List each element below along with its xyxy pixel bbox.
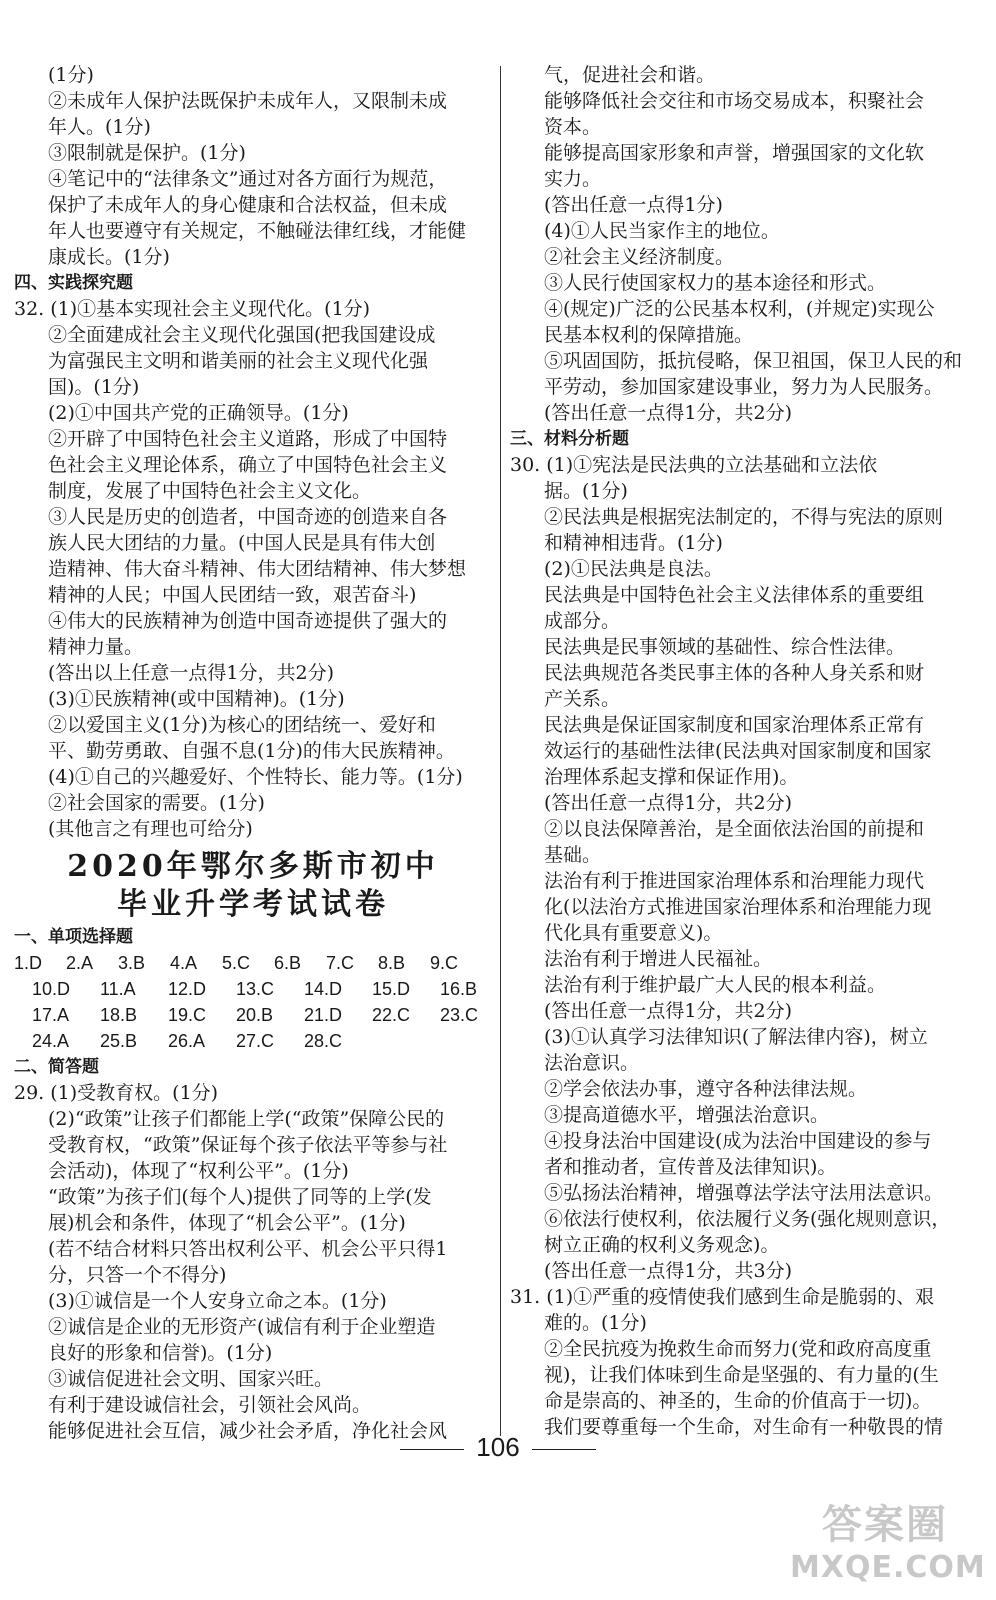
- answer-item: 18.B: [100, 1005, 138, 1025]
- text-line: 保护了未成年人的身心健康和合法权益，但未成: [48, 194, 448, 216]
- text-line: 我们要尊重每一个生命，对生命有一种敬畏的情: [544, 1416, 944, 1438]
- text-line: ②诚信是企业的无形资产(诚信有利于企业塑造: [48, 1316, 436, 1338]
- text-line: ②学会依法办事，遵守各种法律法规。: [544, 1078, 868, 1100]
- text-line: ④投身法治中国建设(成为法治中国建设的参与: [544, 1130, 932, 1152]
- text-line: 树立正确的权利义务观念)。: [544, 1234, 780, 1256]
- right-column: [510, 62, 982, 1440]
- text-line: ④(规定)广泛的公民基本权利，(并规定)实现公: [544, 298, 935, 320]
- text-line: 会活动)，体现了“权利公平”。(1分): [48, 1160, 349, 1182]
- answer-item: 12.D: [168, 979, 207, 999]
- text-line: ②民法典是根据宪法制定的，不得与宪法的原则: [544, 506, 944, 528]
- text-line: ④笔记中的“法律条文”通过对各方面行为规范，: [48, 168, 448, 190]
- text-line: 民法典是中国特色社会主义法律体系的重要组: [544, 584, 925, 606]
- text-line: (若不结合材料只答出权利公平、机会公平只得1: [48, 1238, 448, 1260]
- text-line: (答出任意一点得1分，共2分): [544, 792, 793, 814]
- text-line: ⑤弘扬法治精神，增强尊法学法守法用法意识。: [544, 1182, 944, 1204]
- watermark-text-top: 答案圈: [822, 1502, 948, 1548]
- text-line: (3)①民族精神(或中国精神)。(1分): [48, 688, 345, 710]
- answer-item: 9.C: [430, 953, 459, 973]
- answer-row: [14, 1002, 492, 1028]
- text-line: 族人民大团结的力量。(中国人民是具有伟大创: [48, 532, 436, 554]
- text-line: ②未成年人保护法既保护未成年人，又限制未成: [48, 90, 448, 112]
- text-line: 造精神、伟大奋斗精神、伟大团结精神、伟大梦想: [48, 558, 467, 580]
- column-divider: [500, 66, 501, 1436]
- answer-row: [14, 950, 492, 976]
- exam-title-line-2: 毕业升学考试试卷: [117, 887, 389, 922]
- answer-item: 3.B: [118, 953, 146, 973]
- answer-item: 15.D: [372, 979, 411, 999]
- text-line: (3)①诚信是一个人安身立命之本。(1分): [48, 1290, 387, 1312]
- answer-item: 22.C: [372, 1005, 411, 1025]
- left-column: [14, 62, 492, 1444]
- text-line: 能够降低社会交往和市场交易成本，积聚社会: [544, 90, 925, 112]
- text-line: 30. (1)①宪法是民法典的立法基础和立法依: [510, 454, 878, 476]
- text-line: 康成长。(1分): [48, 246, 170, 268]
- text-line: 分，只答一个不得分): [48, 1264, 227, 1286]
- text-line: ⑤巩固国防，抵抗侵略，保卫祖国，保卫人民的和: [544, 350, 963, 372]
- text-line: (4)①自己的兴趣爱好、个性特长、能力等。(1分): [48, 766, 463, 788]
- watermark-text-bottom: MXQE.COM: [790, 1550, 986, 1585]
- text-line: 资本。: [544, 116, 602, 138]
- answer-item: 2.A: [66, 953, 94, 973]
- answer-item: 6.B: [274, 953, 302, 973]
- text-line: 据。(1分): [544, 480, 628, 502]
- text-line: 能够提高国家形象和声誉，增强国家的文化软: [544, 142, 925, 164]
- text-line: ③提高道德水平，增强法治意识。: [544, 1104, 830, 1126]
- answer-item: 26.A: [168, 1031, 206, 1051]
- text-line: 成部分。: [544, 610, 621, 632]
- text-line: ②开辟了中国特色社会主义道路，形成了中国特: [48, 428, 448, 450]
- text-line: “政策”为孩子们(每个人)提供了同等的上学(发: [48, 1186, 432, 1208]
- text-line: 命是崇高的、神圣的，生命的价值高于一切)。: [544, 1390, 932, 1412]
- answer-row: [14, 1028, 492, 1054]
- answer-row: [14, 976, 492, 1002]
- text-line: 精神的人民；中国人民团结一致，艰苦奋斗): [48, 584, 417, 606]
- text-line: ④伟大的民族精神为创造中国奇迹提供了强大的: [48, 610, 448, 632]
- text-line: ②社会主义经济制度。: [544, 246, 735, 268]
- text-line: (3)①认真学习法律知识(了解法律内容)，树立: [544, 1026, 928, 1048]
- answer-item: 11.A: [100, 979, 136, 999]
- watermark-logo: [790, 1500, 986, 1590]
- text-line: 年人。(1分): [48, 116, 151, 138]
- answer-grid: [14, 950, 492, 1054]
- section-heading-single-choice: 一、单项选择题: [14, 927, 133, 947]
- text-line: 民法典是民事领域的基础性、综合性法律。: [544, 636, 906, 658]
- answer-item: 25.B: [100, 1031, 138, 1051]
- text-line: (4)①人民当家作主的地位。: [544, 220, 780, 242]
- text-line: 32. (1)①基本实现社会主义现代化。(1分): [14, 298, 371, 320]
- text-line: (2)“政策”让孩子们都能上学(“政策”保障公民的: [48, 1108, 445, 1130]
- text-line: 年人也要遵守有关规定，不触碰法律红线，才能健: [48, 220, 467, 242]
- text-line: 法治意识。: [544, 1052, 640, 1074]
- answer-item: 16.B: [440, 979, 478, 999]
- answer-item: 20.B: [236, 1005, 274, 1025]
- text-line: 和精神相违背。(1分): [544, 532, 723, 554]
- text-line: 法治有利于推进国家治理体系和治理能力现代: [544, 870, 925, 892]
- text-line: 难的。(1分): [544, 1312, 647, 1334]
- text-line: (答出任意一点得1分): [544, 194, 723, 216]
- text-line: (答出任意一点得1分，共3分): [544, 1260, 793, 1282]
- text-line: 29. (1)受教育权。(1分): [14, 1082, 219, 1104]
- text-line: ⑥依法行使权利，依法履行义务(强化规则意识，: [544, 1208, 951, 1230]
- text-line: 有利于建设诚信社会，引领社会风尚。: [48, 1394, 372, 1416]
- text-line: 法治有利于增进人民福祉。: [544, 948, 773, 970]
- footer-rule-right: [532, 1449, 596, 1450]
- answer-item: 7.C: [326, 953, 355, 973]
- answer-item: 10.D: [32, 979, 71, 999]
- text-line: ③人民是历史的创造者，中国奇迹的创造来自各: [48, 506, 448, 528]
- text-line: (答出以上任意一点得1分，共2分): [48, 662, 335, 684]
- text-line: (答出任意一点得1分，共2分): [544, 402, 793, 424]
- text-line: 气，促进社会和谐。: [544, 64, 716, 86]
- text-line: 色社会主义理论体系，确立了中国特色社会主义: [48, 454, 448, 476]
- answer-item: 21.D: [304, 1005, 343, 1025]
- section-heading: 三、材料分析题: [510, 429, 629, 449]
- text-line: ②全民抗疫为挽救生命而努力(党和政府高度重: [544, 1338, 932, 1360]
- text-line: 为富强民主文明和谐美丽的社会主义现代化强: [48, 350, 429, 372]
- exam-title: [14, 848, 492, 924]
- section-heading: 四、实践探究题: [14, 273, 133, 293]
- answer-item: 4.A: [170, 953, 198, 973]
- text-line: 产关系。: [544, 688, 621, 710]
- text-line: 受教育权，“政策”保证每个孩子依法平等参与社: [48, 1134, 448, 1156]
- text-line: 代化具有重要意义)。: [544, 922, 723, 944]
- page-number: 106: [476, 1432, 520, 1462]
- answer-item: 28.C: [304, 1031, 343, 1051]
- left-text-block-2: [14, 1054, 492, 1444]
- answer-item: 23.C: [440, 1005, 479, 1025]
- answer-item: 5.C: [222, 953, 251, 973]
- text-line: ②以爱国主义(1分)为核心的团结统一、爱好和: [48, 714, 436, 736]
- text-line: 实力。: [544, 168, 602, 190]
- text-line: ③诚信促进社会文明、国家兴旺。: [48, 1368, 334, 1390]
- text-line: (2)①中国共产党的正确领导。(1分): [48, 402, 349, 424]
- answer-item: 8.B: [378, 953, 406, 973]
- left-text-block-1: [14, 62, 492, 842]
- text-line: 精神力量。: [48, 636, 144, 658]
- answer-item: 13.C: [236, 979, 275, 999]
- text-line: 31. (1)①严重的疫情使我们感到生命是脆弱的、艰: [510, 1286, 935, 1308]
- text-line: 展)机会和条件，体现了“机会公平”。(1分): [48, 1212, 406, 1234]
- text-line: 者和推动者，宣传普及法律知识)。: [544, 1156, 837, 1178]
- text-line: 视)，让我们体味到生命是坚强的、有力量的(生: [544, 1364, 939, 1386]
- text-line: 国)。(1分): [48, 376, 140, 398]
- text-line: ②以良法保障善治，是全面依法治国的前提和: [544, 818, 925, 840]
- text-line: 治理体系起支撑和保证作用)。: [544, 766, 799, 788]
- text-line: 法治有利于维护最广大人民的根本利益。: [544, 974, 887, 996]
- text-line: 效运行的基础性法律(民法典对国家制度和国家: [544, 740, 932, 762]
- text-line: (答出任意一点得1分，共2分): [544, 1000, 793, 1022]
- text-line: 平劳动，参加国家建设事业，努力为人民服务。: [544, 376, 944, 398]
- text-line: 能够促进社会互信，减少社会矛盾，净化社会风: [48, 1420, 448, 1442]
- text-line: 良好的形象和信誉)。(1分): [48, 1342, 273, 1364]
- answer-item: 17.A: [32, 1005, 70, 1025]
- text-line: (2)①民法典是良法。: [544, 558, 723, 580]
- answer-item: 14.D: [304, 979, 343, 999]
- answer-item: 1.D: [14, 953, 43, 973]
- right-text-block: [510, 62, 982, 1440]
- exam-title-line-1: 2020年鄂尔多斯市初中: [67, 849, 439, 884]
- text-line: 化(以法治方式推进国家治理体系和治理能力现: [544, 896, 932, 918]
- text-line: 民法典是保证国家制度和国家治理体系正常有: [544, 714, 925, 736]
- text-line: 平、勤劳勇敢、自强不息(1分)的伟大民族精神。: [48, 740, 455, 762]
- text-line: 民法典规范各类民事主体的各种人身关系和财: [544, 662, 925, 684]
- text-line: 制度，发展了中国特色社会主义文化。: [48, 480, 372, 502]
- text-line: (1分): [48, 64, 94, 86]
- answer-item: 27.C: [236, 1031, 275, 1051]
- text-line: ③限制就是保护。(1分): [48, 142, 246, 164]
- section-heading: 二、简答题: [14, 1057, 99, 1077]
- text-line: ②社会国家的需要。(1分): [48, 792, 265, 814]
- text-line: ②全面建成社会主义现代化强国(把我国建设成: [48, 324, 436, 346]
- text-line: ③人民行使国家权力的基本途径和形式。: [544, 272, 887, 294]
- text-line: 基础。: [544, 844, 602, 866]
- answer-item: 19.C: [168, 1005, 207, 1025]
- text-line: 民基本权利的保障措施。: [544, 324, 754, 346]
- answer-item: 24.A: [32, 1031, 70, 1051]
- page-number-footer: [0, 1430, 996, 1464]
- footer-rule-left: [400, 1449, 464, 1450]
- text-line: (其他言之有理也可给分): [48, 818, 253, 840]
